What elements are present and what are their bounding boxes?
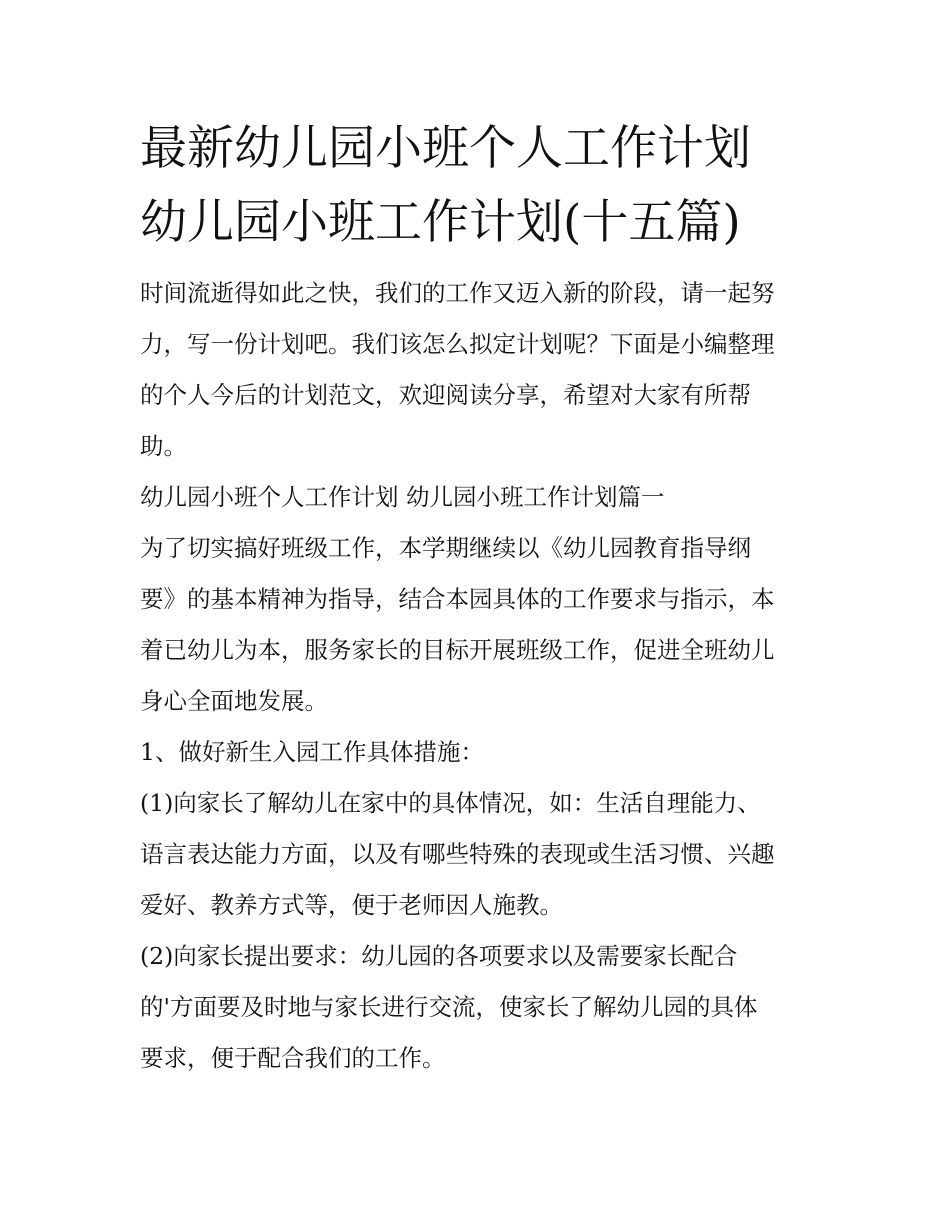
- text-line: 幼儿园小班个人工作计划 幼儿园小班工作计划篇一: [140, 483, 665, 511]
- text-line: 1、做好新生入园工作具体措施：: [140, 738, 484, 766]
- text-line: 要》的基本精神为指导，结合本园具体的工作要求与指示，本: [140, 585, 775, 613]
- text-line: 要求，便于配合我们的工作。: [140, 1044, 446, 1072]
- document-content: [140, 112, 820, 1084]
- text-line: 语言表达能力方面，以及有哪些特殊的表现或生活习惯、兴趣: [140, 840, 775, 868]
- text-line: 身心全面地发展。: [140, 687, 328, 715]
- text-line: 助。: [140, 432, 187, 460]
- text-line: (2)向家长提出要求：幼儿园的各项要求以及需要家长配合: [140, 942, 738, 970]
- document-body: [140, 268, 820, 1084]
- document-title: [140, 112, 820, 260]
- text-line: 的'方面要及时地与家长进行交流，使家长了解幼儿园的具体: [140, 993, 758, 1021]
- text-line: 的个人今后的计划范文，欢迎阅读分享，希望对大家有所帮: [140, 381, 751, 409]
- text-line: 爱好、教养方式等，便于老师因人施教。: [140, 891, 563, 919]
- text-line: 时间流逝得如此之快，我们的工作又迈入新的阶段，请一起努: [140, 279, 775, 307]
- numbered-heading: [140, 727, 820, 778]
- title-line: 幼儿园小班工作计划(十五篇): [140, 195, 741, 250]
- text-line: 力，写一份计划吧。我们该怎么拟定计划呢？下面是小编整理: [140, 330, 775, 358]
- intro-paragraph: [140, 268, 820, 472]
- list-item: [140, 931, 820, 1084]
- title-line: 最新幼儿园小班个人工作计划: [140, 121, 751, 176]
- list-item: [140, 778, 820, 931]
- text-line: 着已幼儿为本，服务家长的目标开展班级工作，促进全班幼儿: [140, 636, 775, 664]
- section-heading: [140, 472, 820, 523]
- text-line: 为了切实搞好班级工作，本学期继续以《幼儿园教育指导纲: [140, 534, 751, 562]
- body-paragraph: [140, 523, 820, 727]
- text-line: (1)向家长了解幼儿在家中的具体情况，如：生活自理能力、: [140, 789, 761, 817]
